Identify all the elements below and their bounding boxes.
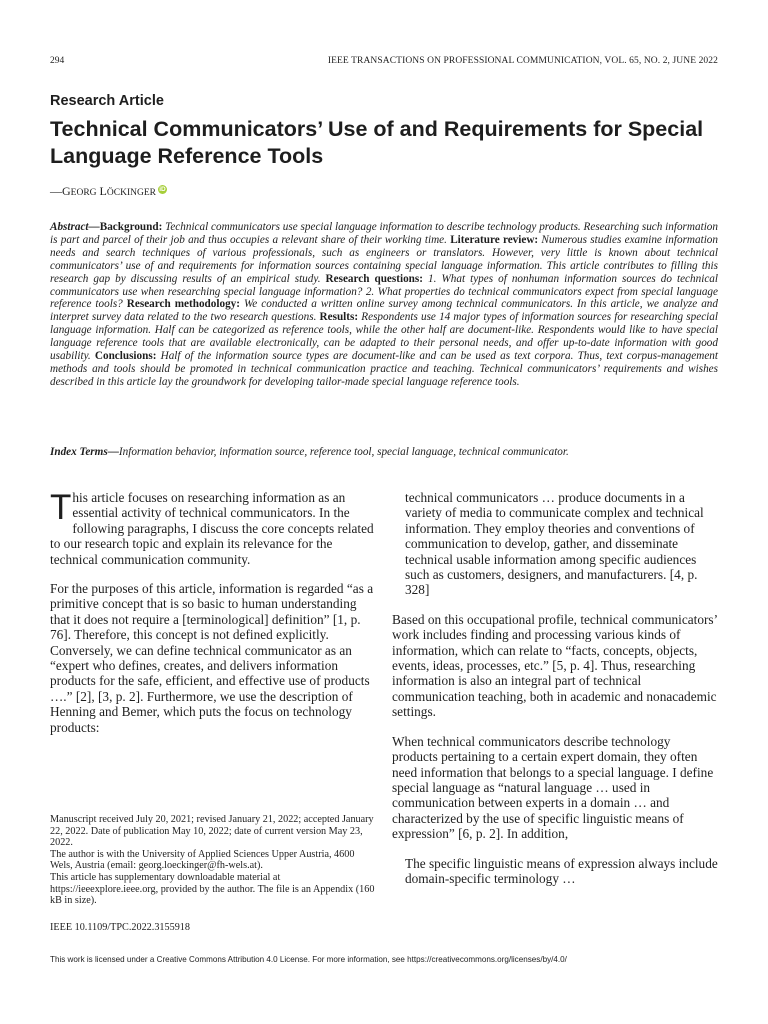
article-title: Technical Communicators’ Use of and Requirements for Special Language Reference Tools <box>50 117 704 168</box>
left-column <box>50 490 376 749</box>
occupational-profile-paragraph: Based on this occupational profile, technical communicators’ work includes finding and processing various kinds of information, which can relate to “facts, concepts, objects, events, ideas, processes, etc.” [5, p. 4]. Thus, researching information is also an integral part of technical communication teaching, both in academic and nonacademic settings. <box>392 611 718 720</box>
research-questions-label: Research questions: <box>325 272 423 285</box>
right-column <box>392 490 718 900</box>
running-head: IEEE TRANSACTIONS ON PROFESSIONAL COMMUNICATION, VOL. 65, NO. 2, JUNE 2022 <box>327 56 718 66</box>
author-first-name-rest: EORG <box>70 188 97 198</box>
special-language-paragraph: When technical communicators describe technology products pertaining to a certain expert domain, they often need information that belongs to a special language. I define special language as “natural language … used in communication between experts in a domain … and characterized by the use of specific linguistic means of expression” [6, p. 2]. In addition, <box>392 733 714 842</box>
author-last-initial: L <box>99 184 107 198</box>
background-label: Background: <box>99 221 163 233</box>
manuscript-footnote: Manuscript received July 20, 2021; revised January 21, 2022; accepted January 22, 2022. Date of publication May 10, 2022; date of current version May 23, 2022. The author is with the University of Applied Sciences Upper Austria, 4600 Wels, Austria (email: georg.loeckinger@fh-wels.at). This article has supplementary downloadable material at https://ieeexplore.ieee.org, provided by the author. The file is an Appendix (160 kB in size). <box>50 814 375 907</box>
results-text: Respondents use 14 major types of information sources for researching special language information. Half can be categorized as reference tools, while the other half are document-like. Respondents would like to have special language reference tools that are available electronically, can be adapted to their personal needs, and offer up-to-date information with good usability. <box>50 311 718 363</box>
literature-review-text: Numerous studies examine information needs and search techniques of various professionals, such as engineers or translators. However, very little is known about technical communicators’ use of and requirements for information sources containing special language information. This article contributes to filling this research gap by discussing results of an empirical study. <box>50 233 718 285</box>
drop-cap: T <box>50 488 72 527</box>
doi-line: IEEE 10.1109/TPC.2022.3155918 <box>50 922 190 933</box>
orcid-icon[interactable]: iD <box>159 186 166 193</box>
definition-paragraph: For the purposes of this article, information is regarded “as a primitive concept that is so basic to human understanding that it does not require a [terminological] definition” [1, p. 76]. Therefore, this concept is not defined explicitly. Conversely, we can define technical communicator as an “expert who defines, creates, and delivers information products for the safe, efficient, and effective use of products ….” [2], [3, p. 2]. Furthermore, we use the description of Henning and Bemer, which puts the focus on technology products: <box>50 581 374 735</box>
intro-paragraph-text: his article focuses on researching information as an essential activity of technical communicators. In the following paragraphs, I discuss the core concepts related to our research topic and explain its relevance for the technical communication community. <box>50 490 374 567</box>
index-terms-text: Information behavior, information source, reference tool, special language, technical communicator. <box>118 446 569 458</box>
license-notice: This work is licensed under a Creative Commons Attribution 4.0 License. For more information, see https://creativecommons.org/licenses/by/4.0/ <box>50 955 567 964</box>
background-text: Technical communicators use special language information to describe technology products. Researching such information is part and parcel of their job and thus occupies a relevant share of their working time. <box>50 221 718 246</box>
research-methodology-label: Research methodology: <box>126 298 240 311</box>
research-questions-text: 1. What types of nonhuman information sources do technical communicators use when researching special language information? 2. What properties do technical communicators expect from special language reference tools? <box>50 272 718 311</box>
page-number: 294 <box>50 56 65 66</box>
author-last-name-rest: ÖCKINGER <box>106 188 156 198</box>
abstract-label: Abstract— <box>50 221 100 233</box>
abstract <box>50 221 718 389</box>
block-quote: technical communicators … produce documents in a variety of media to communicate complex and technical information. They employ theories and conventions of communication to develop, gather, and disseminate technical usable information among specific audiences such as customers, designers, and manufacturers. [4, p. 328] <box>405 490 704 598</box>
index-terms <box>50 446 718 459</box>
author-line <box>50 184 167 199</box>
literature-review-label: Literature review: <box>450 233 539 246</box>
conclusions-text: Half of the information source types are document-like and can be used as text corpora. Thus, text corpus-management methods and tools should be promoted in technical communication practice and teaching. Technical communicators’ requirements and wishes described in this article lay the groundwork for developing tailor-made special language reference tools. <box>50 350 718 388</box>
author-prefix: —G <box>50 184 71 198</box>
research-methodology-text: We conducted a written online survey among technical communicators. In this article, we analyze and interpret survey data related to the two research questions. <box>50 298 718 324</box>
intro-paragraph <box>50 490 376 567</box>
conclusions-label: Conclusions: <box>94 350 157 363</box>
index-terms-label: Index Terms— <box>50 446 119 458</box>
block-quote: The specific linguistic means of expression always include domain-specific terminology … <box>405 855 718 886</box>
section-label: Research Article <box>50 93 164 109</box>
results-label: Results: <box>319 311 359 324</box>
